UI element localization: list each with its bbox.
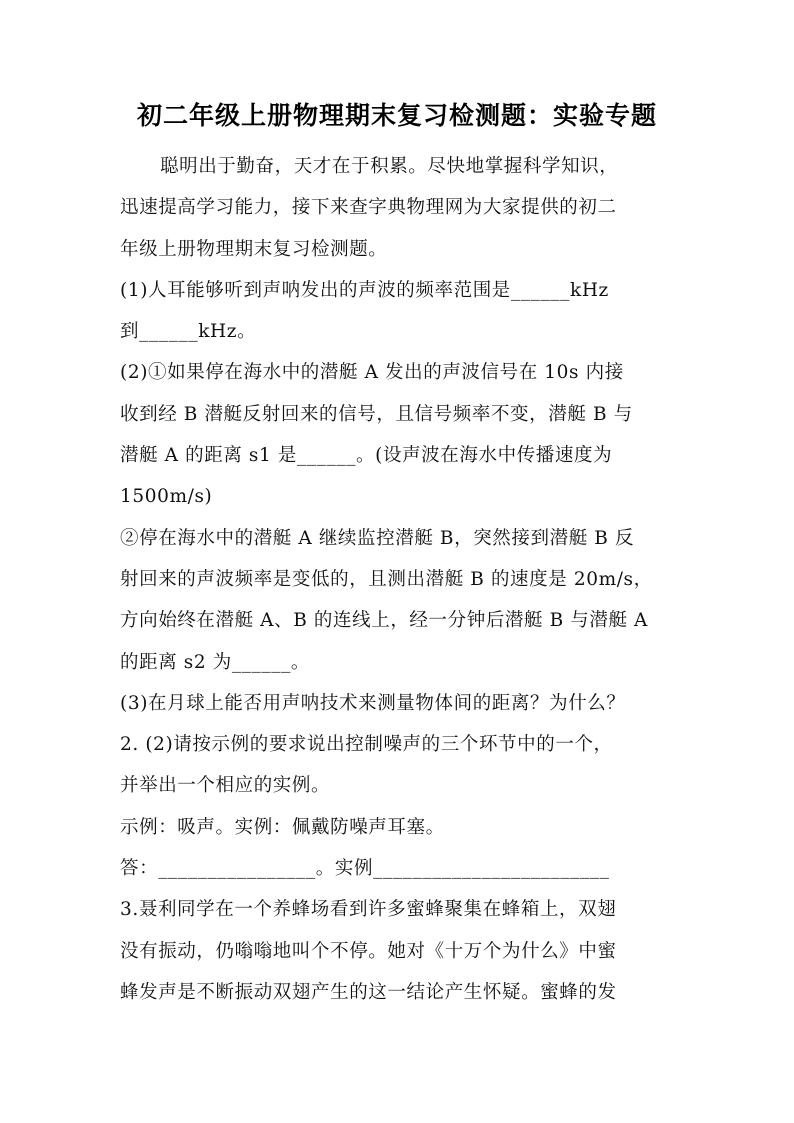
question-line: (1)人耳能够听到声呐发出的声波的频率范围是______kHz [120,279,609,301]
question-line: 并举出一个相应的实例。 [120,775,331,797]
question-line: 1500m/s) [120,486,213,508]
question-line: 到______kHz。 [120,321,257,343]
question-line: ②停在海水中的潜艇 A 继续监控潜艇 B，突然接到潜艇 B 反 [120,527,635,549]
question-line: 方向始终在潜艇 A、B 的连线上，经一分钟后潜艇 B 与潜艇 A [120,610,649,632]
question-line: 的距离 s2 为______。 [120,651,311,673]
question-line: 蜂发声是不断振动双翅产生的这一结论产生怀疑。蜜蜂的发 [120,981,617,1003]
paragraph-line: 聪明出于勤奋，天才在于积累。尽快地掌握科学知识， [160,156,619,177]
document-title: 初二年级上册物理期末复习检测题：实验专题 [136,101,657,130]
answer-line: 答：________________。实例________________________ [120,858,610,880]
paragraph-line: 迅速提高学习能力，接下来查字典物理网为大家提供的初二 [120,197,617,219]
question-line: (2)①如果停在海水中的潜艇 A 发出的声波信号在 10s 内接 [120,362,624,384]
question-line: (3)在月球上能否用声呐技术来测量物体间的距离？为什么？ [120,692,626,714]
question-line: 收到经 B 潜艇反射回来的信号，且信号频率不变，潜艇 B 与 [120,403,633,425]
question-line: 射回来的声波频率是变低的，且测出潜艇 B 的速度是 20m/s， [120,568,653,590]
question-line: 潜艇 A 的距离 s1 是______。(设声波在海水中传播速度为 [120,445,613,467]
paragraph-line: 年级上册物理期末复习检测题。 [120,238,388,260]
question-line: 2. (2)请按示例的要求说出控制噪声的三个环节中的一个， [120,734,613,756]
question-line: 没有振动，仍嗡嗡地叫个不停。她对《十万个为什么》中蜜 [120,940,617,962]
document-body [120,146,680,1013]
question-line: 3.聂利同学在一个养蜂场看到许多蜜蜂聚集在蜂箱上，双翅 [120,899,617,921]
example-line: 示例：吸声。实例：佩戴防噪声耳塞。 [120,816,445,838]
